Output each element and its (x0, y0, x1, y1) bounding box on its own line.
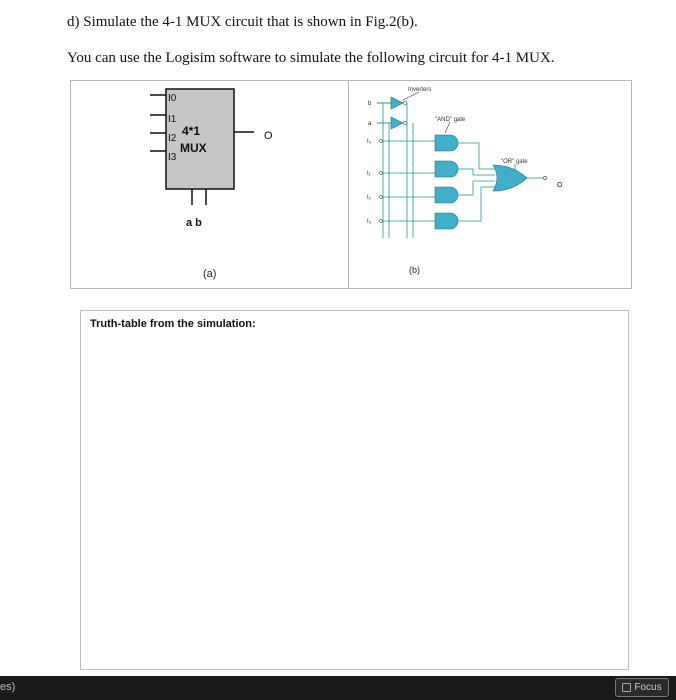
bottom-left-text: es) (0, 681, 16, 693)
data-input-label: I₂ (367, 195, 371, 201)
or-gate-label: "OR" gate (501, 159, 528, 165)
mux-output-label: O (264, 130, 273, 142)
mux-select-labels: a b (186, 217, 202, 229)
mux-input-label: I3 (168, 152, 177, 163)
bottom-bar (0, 676, 676, 700)
question-title: d) Simulate the 4-1 MUX circuit that is shown in Fig.2(b). (67, 14, 418, 30)
figure-b-caption: (b) (409, 265, 420, 275)
figure-a-caption: (a) (203, 268, 217, 280)
focus-icon (622, 683, 631, 692)
focus-button[interactable] (615, 678, 669, 697)
mux-block-label: 4*1 (182, 124, 201, 138)
data-input-label: I₁ (367, 171, 371, 177)
mux-input-label: I0 (168, 93, 177, 104)
truth-table-box[interactable] (80, 310, 629, 670)
circuit-output-label: O (557, 182, 563, 189)
mux-block-label: MUX (180, 141, 207, 155)
question-subtitle: You can use the Logisim software to simulate the following circuit for 4-1 MUX. (67, 50, 555, 66)
truth-table-label: Truth-table from the simulation: (90, 318, 256, 330)
focus-label: Focus (634, 682, 662, 693)
select-a-label: a (368, 121, 372, 127)
data-input-label: I₀ (367, 139, 372, 145)
mux-input-label: I2 (168, 133, 177, 144)
select-b-label: b (368, 101, 372, 107)
mux-gate-circuit (355, 83, 595, 253)
figure-divider (348, 80, 349, 288)
data-input-label: I₃ (367, 219, 372, 225)
mux-block-diagram (150, 85, 300, 235)
inverters-label: Inverters (408, 87, 432, 93)
mux-input-label: I1 (168, 114, 177, 125)
and-gate-label: "AND" gate (435, 117, 466, 123)
